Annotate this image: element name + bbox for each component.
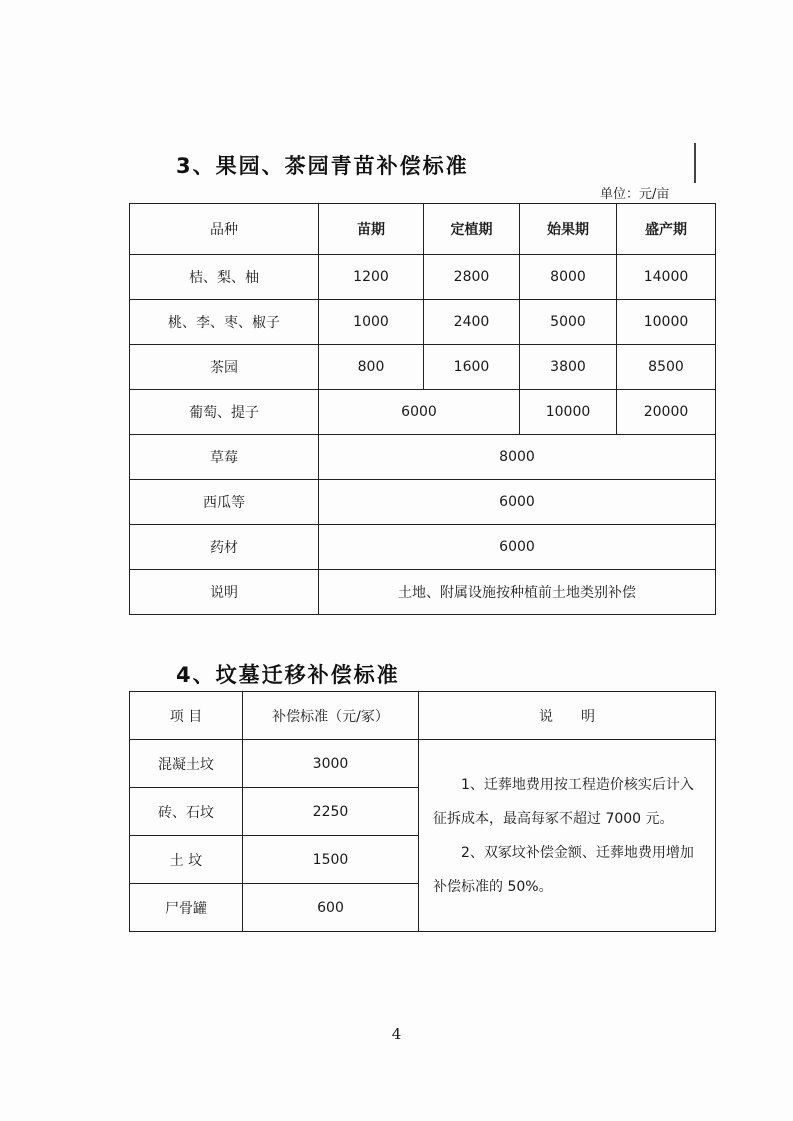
table-row xyxy=(130,300,716,345)
value-cell: 2400 xyxy=(424,300,520,345)
header-cell: 说 明 xyxy=(419,692,716,740)
item-cell: 混凝土坟 xyxy=(130,740,243,788)
value-cell: 8000 xyxy=(319,435,716,480)
value-cell: 1600 xyxy=(424,345,520,390)
table-row xyxy=(130,525,716,570)
table-header-row xyxy=(130,692,716,740)
table-row xyxy=(130,480,716,525)
header-cell: 盛产期 xyxy=(617,204,716,255)
variety-cell: 草莓 xyxy=(130,435,319,480)
table-header-row xyxy=(130,204,716,255)
variety-cell: 西瓜等 xyxy=(130,480,319,525)
item-cell: 砖、石坟 xyxy=(130,788,243,836)
value-cell: 3800 xyxy=(520,345,617,390)
value-cell: 10000 xyxy=(520,390,617,435)
table-row xyxy=(130,435,716,480)
unit-label: 单位：元/亩 xyxy=(600,187,670,202)
item-cell: 土 坟 xyxy=(130,836,243,884)
section-heading-orchard: 3、果园、茶园青苗补偿标准 xyxy=(176,154,469,178)
value-cell: 10000 xyxy=(617,300,716,345)
value-cell: 2800 xyxy=(424,255,520,300)
header-cell: 品种 xyxy=(130,204,319,255)
scan-artifact-line xyxy=(694,143,696,183)
value-cell: 800 xyxy=(319,345,424,390)
header-cell: 定植期 xyxy=(424,204,520,255)
value-cell: 6000 xyxy=(319,525,716,570)
value-cell: 600 xyxy=(243,884,419,932)
table-row xyxy=(130,255,716,300)
header-cell: 项 目 xyxy=(130,692,243,740)
grave-compensation-table xyxy=(129,691,716,932)
variety-cell: 葡萄、提子 xyxy=(130,390,319,435)
header-cell: 始果期 xyxy=(520,204,617,255)
value-cell: 3000 xyxy=(243,740,419,788)
value-cell: 2250 xyxy=(243,788,419,836)
value-cell: 14000 xyxy=(617,255,716,300)
page-number: 4 xyxy=(391,1025,402,1043)
value-cell: 1000 xyxy=(319,300,424,345)
value-cell: 8000 xyxy=(520,255,617,300)
value-cell: 6000 xyxy=(319,390,520,435)
note-paragraph: 2、双冢坟补偿金额、迁葬地费用增加补偿标准的 50%。 xyxy=(433,844,694,895)
table-row xyxy=(130,345,716,390)
table-row xyxy=(130,570,716,615)
value-cell: 20000 xyxy=(617,390,716,435)
item-cell: 尸骨罐 xyxy=(130,884,243,932)
note-cell: 土地、附属设施按种植前土地类别补偿 xyxy=(319,570,716,615)
header-cell: 苗期 xyxy=(319,204,424,255)
notes-cell xyxy=(419,740,716,932)
section-heading-grave: 4、坟墓迁移补偿标准 xyxy=(176,663,400,687)
orchard-compensation-table xyxy=(129,203,716,615)
value-cell: 1200 xyxy=(319,255,424,300)
table-row xyxy=(130,390,716,435)
value-cell: 6000 xyxy=(319,480,716,525)
header-cell: 补偿标准（元/冢） xyxy=(243,692,419,740)
value-cell: 8500 xyxy=(617,345,716,390)
table-row xyxy=(130,740,716,788)
variety-cell: 茶园 xyxy=(130,345,319,390)
variety-cell: 说明 xyxy=(130,570,319,615)
variety-cell: 桔、梨、柚 xyxy=(130,255,319,300)
note-paragraph: 1、迁葬地费用按工程造价核实后计入征拆成本，最高每冢不超过 7000 元。 xyxy=(433,776,694,827)
value-cell: 5000 xyxy=(520,300,617,345)
variety-cell: 桃、李、枣、椒子 xyxy=(130,300,319,345)
value-cell: 1500 xyxy=(243,836,419,884)
variety-cell: 药材 xyxy=(130,525,319,570)
